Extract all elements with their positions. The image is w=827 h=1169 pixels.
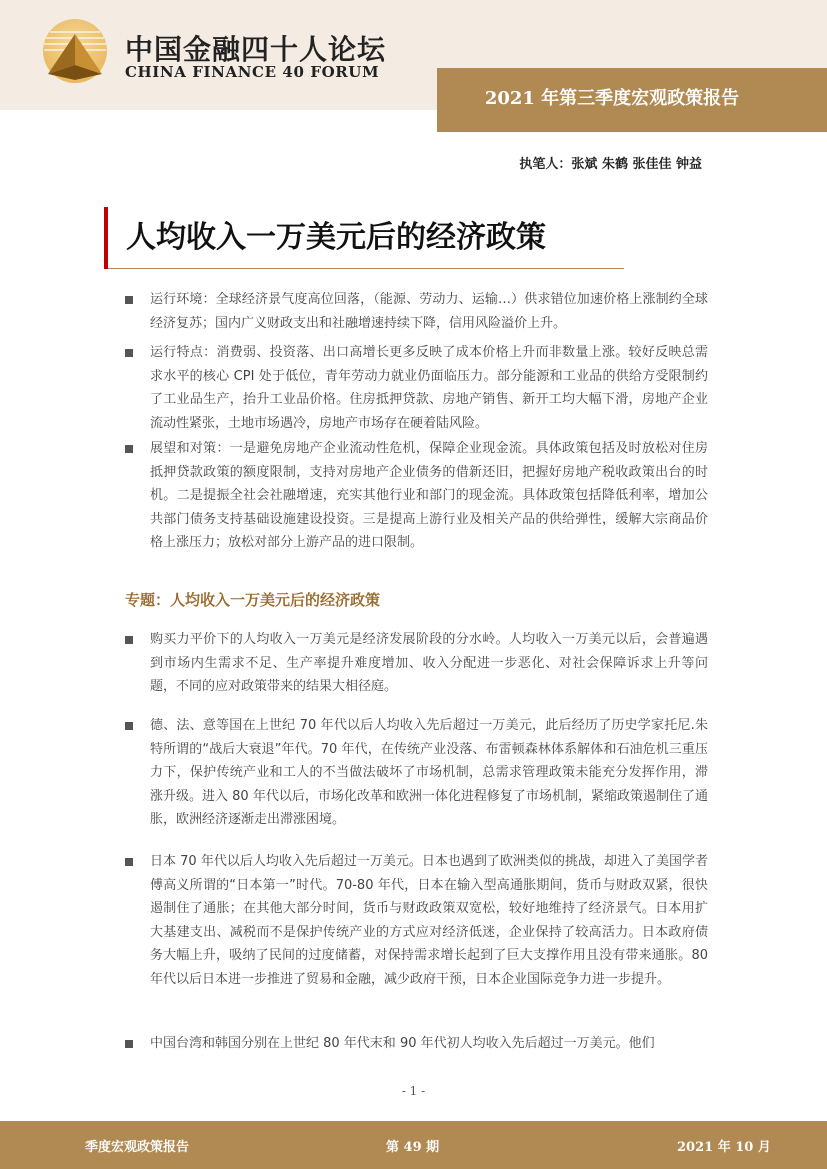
summary-item [125, 437, 708, 555]
report-title: 2021 年第三季度宏观政策报告 [484, 88, 740, 109]
topic-item [125, 628, 708, 699]
footer-date: 2021 年 10 月 [677, 1140, 771, 1155]
square-bullet-icon [125, 349, 133, 357]
square-bullet-icon [125, 1040, 133, 1048]
topic-item [125, 714, 708, 832]
page-title: 人均收入一万美元后的经济政策 [126, 220, 546, 255]
page-number: - 1 - [401, 1084, 426, 1098]
topic-item [125, 1032, 708, 1056]
topic-heading: 专题：人均收入一万美元后的经济政策 [125, 591, 381, 609]
summary-text: 展望和对策：一是避免房地产企业流动性危机，保障企业现金流。具体政策包括及时放松对住房抵押贷款政策的额度限制，支持对房地产企业债务的借新还旧，把握好房地产税收政策出台的时机。二是提振全社会社融增速，充实其他行业和部门的现金流。具体政策包括降低利率，增加公共部门债务支持基础设施建设投资。三是提高上游行业及相关产品的供给弹性，缓解大宗商品价格上涨压力；放松对部分上游产品的进口限制。 [150, 441, 708, 550]
title-divider [108, 268, 624, 269]
title-accent-bar [104, 207, 108, 269]
footer-bar [0, 1121, 827, 1169]
summary-text: 运行环境：全球经济景气度高位回落，（能源、劳动力、运输…）供求错位加速价格上涨制约全球经济复苏；国内广义财政支出和社融增速持续下降，信用风险溢价上升。 [150, 292, 708, 331]
topic-item [125, 850, 708, 991]
square-bullet-icon [125, 858, 133, 866]
footer-report-name: 季度宏观政策报告 [85, 1140, 190, 1155]
topic-text: 中国台湾和韩国分别在上世纪 80 年代末和 90 年代初人均收入先后超过一万美元。他们 [150, 1036, 655, 1051]
org-name-cn: 中国金融四十人论坛 [125, 33, 387, 66]
authors-line: 执笔人：张斌 朱鹤 张佳佳 钟益 [519, 157, 702, 172]
summary-item [125, 288, 708, 335]
org-name-en: CHINA FINANCE 40 FORUM [125, 63, 380, 81]
topic-text: 德、法、意等国在上世纪 70 年代以后人均收入先后超过一万美元，此后经历了历史学家托尼.朱特所谓的“战后大衰退”年代。70 年代，在传统产业没落、布雷顿森林体系解体和石油危机三重压力下，保护传统产业和工人的不当做法破坏了市场机制，总需求管理政策未能充分发挥作用，滞涨升级。进入 80 年代以后，市场化改革和欧洲一体化进程修复了市场机制，紧缩政策遏制住了通胀，欧洲经济逐渐走出滞涨困境。 [150, 718, 708, 827]
square-bullet-icon [125, 296, 133, 304]
topic-text: 日本 70 年代以后人均收入先后超过一万美元。日本也遇到了欧洲类似的挑战，却进入了美国学者傅高义所谓的“日本第一”时代。70-80 年代，日本在输入型高通胀期间，货币与财政双紧，很快遏制住了通胀；在其他大部分时间，货币与财政政策双宽松，较好地维持了经济景气。日本用扩大基建支出、减税而不是保护传统产业的方式应对经济低迷，企业保持了较高活力。日本政府债务大幅上升，吸纳了民间的过度储蓄，对保持需求增长起到了巨大支撑作用且没有带来通胀。80 年代以后日本进一步推进了贸易和金融，减少政府干预，日本企业国际竞争力进一步提升。 [150, 854, 708, 987]
square-bullet-icon [125, 445, 133, 453]
pyramid-emblem-icon [42, 18, 108, 84]
footer-issue: 第 49 期 [386, 1140, 440, 1155]
summary-text: 运行特点：消费弱、投资落、出口高增长更多反映了成本价格上升而非数量上涨。较好反映总需求水平的核心 CPI 处于低位，青年劳动力就业仍面临压力。部分能源和工业品的供给方受限制约了工业品生产，抬升工业品价格。住房抵押贷款、房地产销售、新开工均大幅下滑，房地产企业流动性紧张，土地市场遇冷，房地产市场存在硬着陆风险。 [150, 345, 708, 431]
square-bullet-icon [125, 722, 133, 730]
summary-item [125, 341, 708, 435]
topic-text: 购买力平价下的人均收入一万美元是经济发展阶段的分水岭。人均收入一万美元以后，会普遍遇到市场内生需求不足、生产率提升难度增加、收入分配进一步恶化、对社会保障诉求上升等问题，不同的应对政策带来的结果大相径庭。 [150, 632, 708, 694]
square-bullet-icon [125, 636, 133, 644]
